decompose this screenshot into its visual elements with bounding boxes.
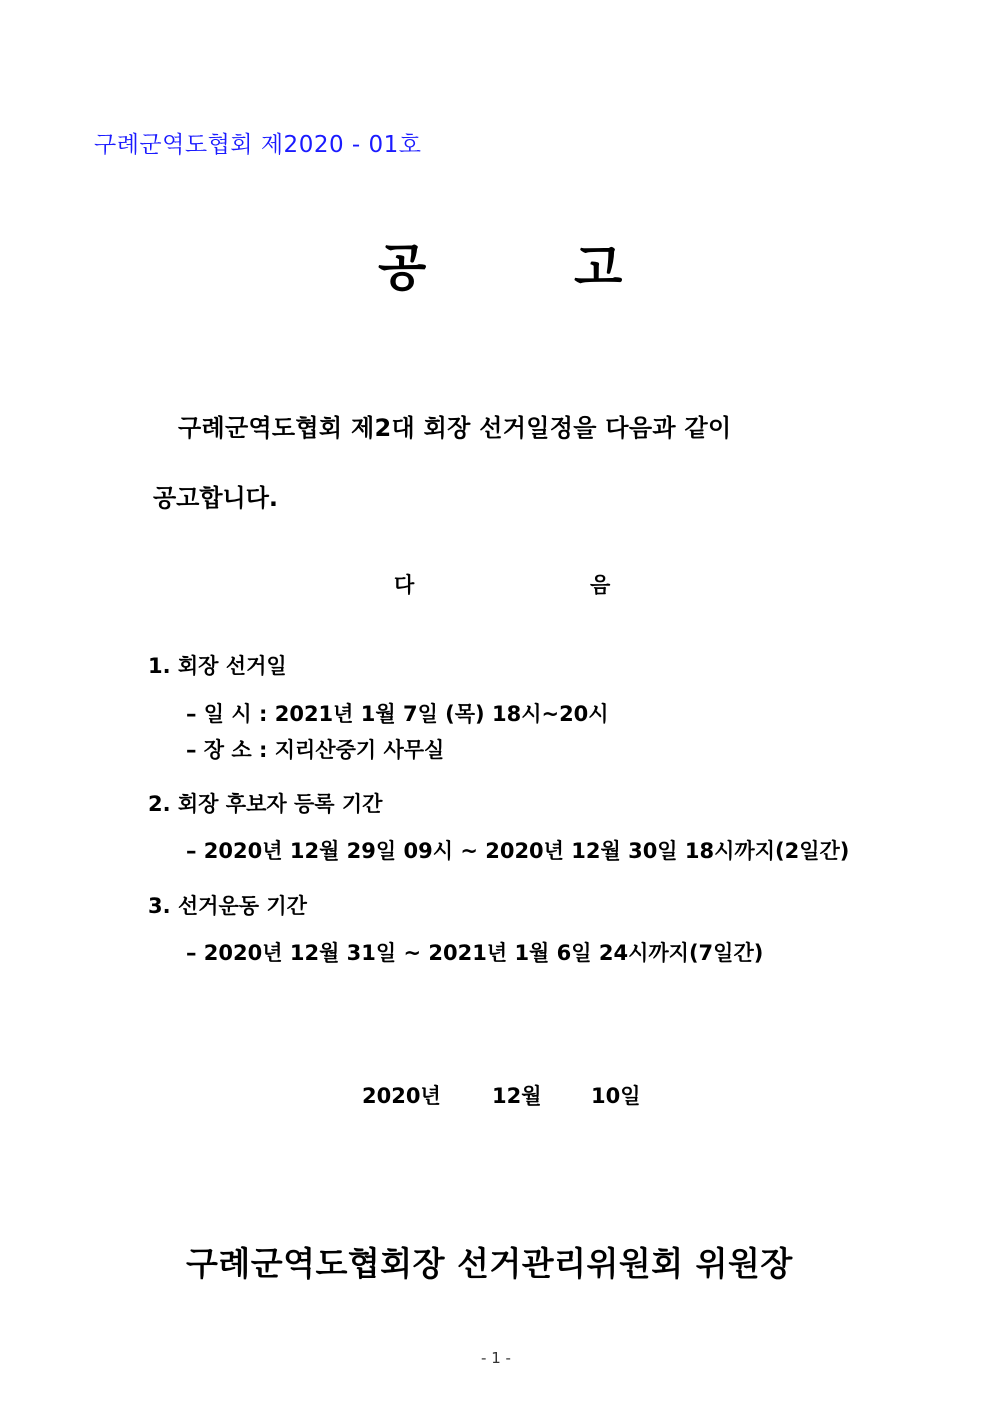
subheading-first-char: 다: [394, 573, 415, 597]
subheading-second-char: 음: [590, 573, 611, 597]
section-2-item-period: – 2020년 12월 29일 09시 ~ 2020년 12월 30일 18시까지(2일간): [186, 839, 850, 863]
notice-title-first-char: 공: [378, 239, 427, 297]
section-3-item-period: – 2020년 12월 31일 ~ 2021년 1월 6일 24시까지(7일간): [186, 941, 764, 965]
section-2-heading: 2. 회장 후보자 등록 기간: [148, 792, 383, 816]
notice-date-year: 2020년: [362, 1084, 441, 1108]
page-number: - 1 -: [481, 1349, 511, 1367]
signatory: 구례군역도협회장 선거관리위원회 위원장: [186, 1244, 793, 1283]
section-1-item-location: – 장 소 : 지리산중기 사무실: [186, 738, 445, 762]
section-3-heading: 3. 선거운동 기간: [148, 894, 307, 918]
notice-title-second-char: 고: [574, 239, 623, 297]
notice-date-day: 10일: [591, 1084, 641, 1108]
section-1-heading: 1. 회장 선거일: [148, 654, 287, 678]
intro-line-2: 공고합니다.: [153, 484, 279, 512]
document-number: 구례군역도협회 제2020 - 01호: [94, 132, 422, 158]
intro-line-1: 구례군역도협회 제2대 회장 선거일정을 다음과 같이: [178, 414, 732, 442]
section-1-item-datetime: – 일 시 : 2021년 1월 7일 (목) 18시~20시: [186, 702, 609, 726]
notice-date-month: 12월: [492, 1084, 542, 1108]
